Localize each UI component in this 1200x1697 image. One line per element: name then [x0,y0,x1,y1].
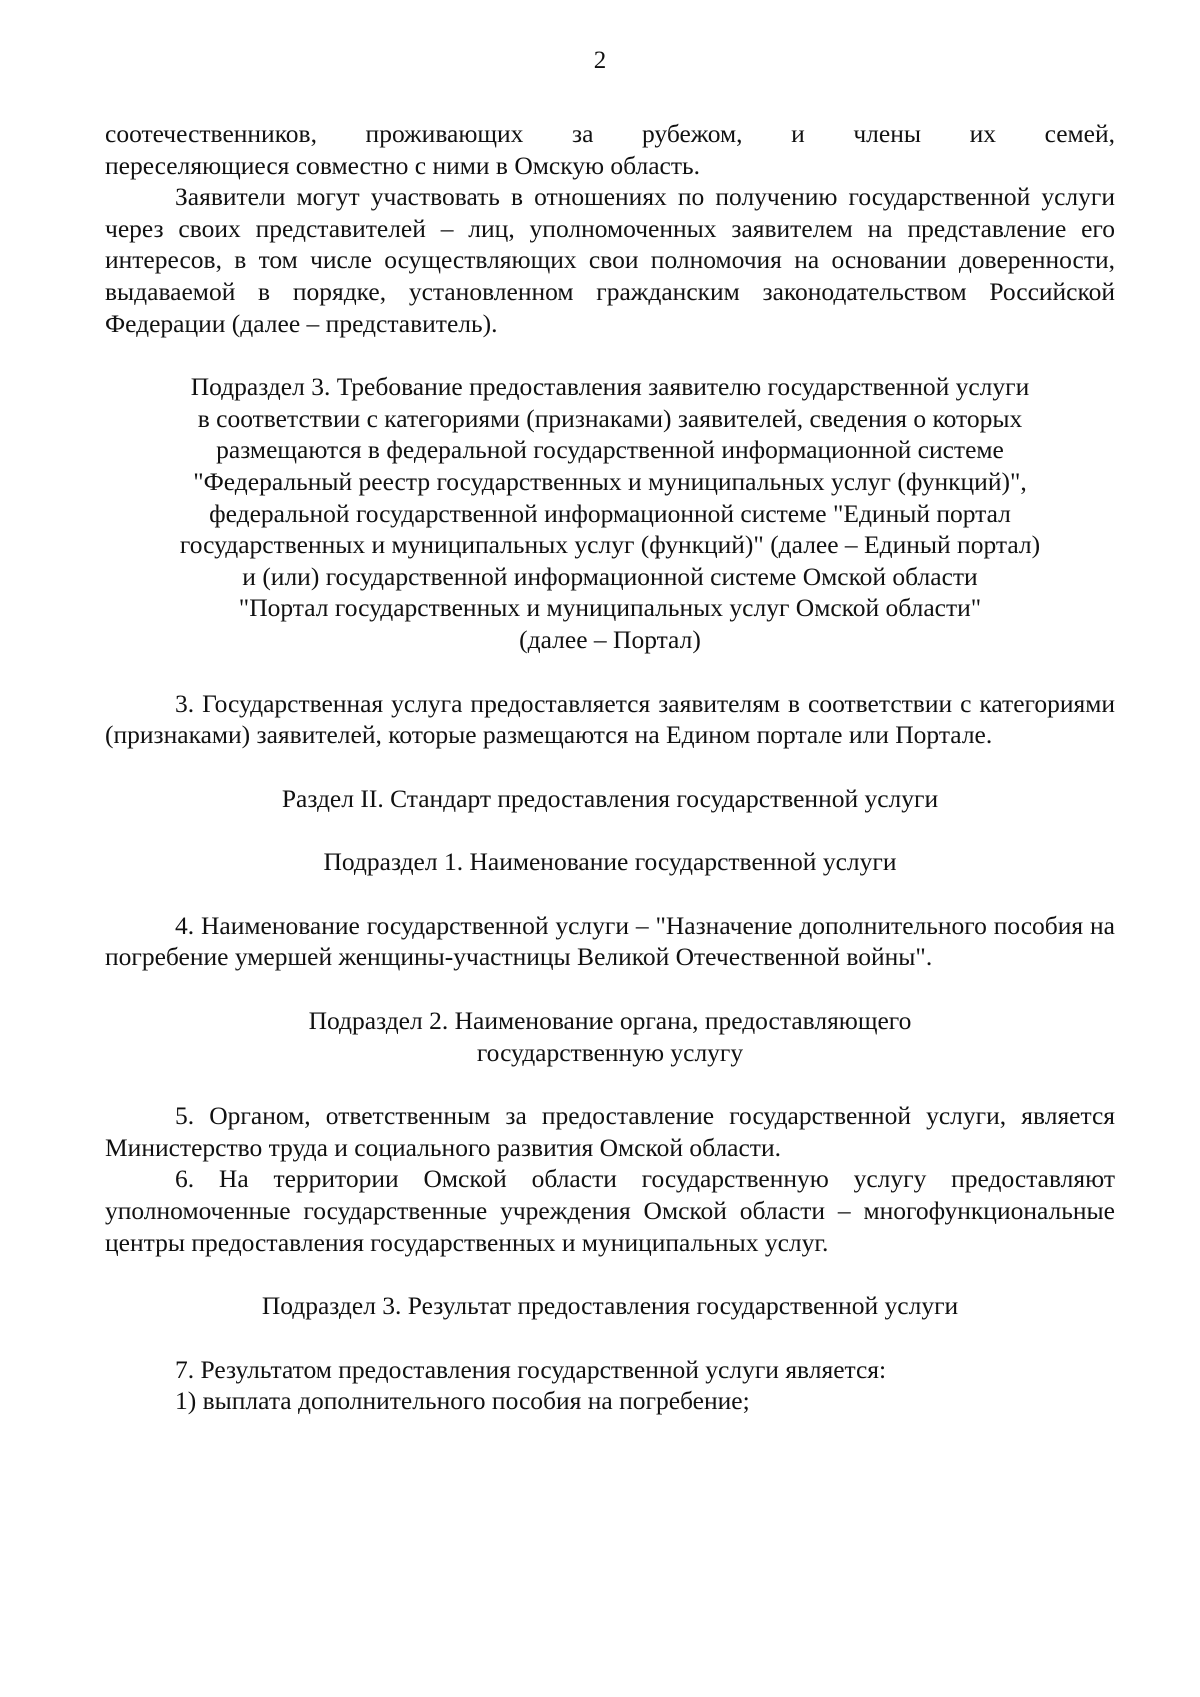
item-7-paragraph: 7. Результатом предоставления государственной услуги является: [175,1354,887,1384]
heading-line: "Портал государственных и муниципальных услуг Омской области" [238,593,982,623]
subsection-2-title [105,1005,1115,1068]
representatives-paragraph: Заявители могут участвовать в отношениях по получению государственной услуги через своих представителей – лиц, уполномоченных заявителем на представление его интересов, в том числе осуществляющих свои полномочия на основании доверенности, выдаваемой в порядке, установленном гражданским законодательством Российской Федерации (далее – представитель). [105,182,1115,338]
subsection-1-title: Подраздел 1. Наименование государственной услуги [323,847,897,877]
heading-line: государственную услугу [476,1037,744,1067]
subsection-3-requirement-heading [105,371,1115,655]
document-body [105,118,1115,1417]
heading-line: "Федеральный реестр государственных и муниципальных услуг (функций)", [193,466,1027,496]
item-5-paragraph: 5. Органом, ответственным за предоставление государственной услуги, является Министерство труда и социального развития Омской области. [105,1101,1115,1162]
item-3-paragraph: 3. Государственная услуга предоставляется заявителям в соответствии с категориями (признаками) заявителей, которые размещаются на Едином портале или Портале. [105,688,1115,750]
heading-line: государственных и муниципальных услуг (функций)" (далее – Единый портал) [179,530,1041,560]
subsection-3-result-title: Подраздел 3. Результат предоставления государственной услуги [261,1291,959,1321]
intro-line-1: соотечественников, проживающих за рубежом, и члены их семей, [105,119,1115,148]
heading-line: Подраздел 3. Требование предоставления заявителю государственной услуги [190,372,1030,402]
page-number: 2 [593,47,607,74]
heading-line: размещаются в федеральной государственной информационной системе [216,435,1004,465]
heading-line: федеральной государственной информационной системе "Единый портал [209,498,1011,528]
heading-line: и (или) государственной информационной системе Омской области [242,561,978,591]
heading-line: (далее – Портал) [519,624,701,654]
section-2-title: Раздел II. Стандарт предоставления государственной услуги [281,783,939,813]
item-6-paragraph: 6. На территории Омской области государственную услугу предоставляют уполномоченные государственные учреждения Омской области – многофункциональные центры предоставления государственных и муниципальных услуг. [105,1164,1115,1257]
intro-paragraph [105,118,1115,181]
item-7-1-paragraph: 1) выплата дополнительного пособия на погребение; [175,1386,750,1416]
item-4-paragraph: 4. Наименование государственной услуги – "Назначение дополнительного пособия на погребение умершей женщины-участницы Великой Отечественной войны". [105,910,1115,972]
intro-line-2: переселяющиеся совместно с ними в Омскую область. [105,150,701,180]
heading-line: Подраздел 2. Наименование органа, предоставляющего [308,1006,912,1036]
heading-line: в соответствии с категориями (признаками) заявителей, сведения о которых [197,403,1023,433]
